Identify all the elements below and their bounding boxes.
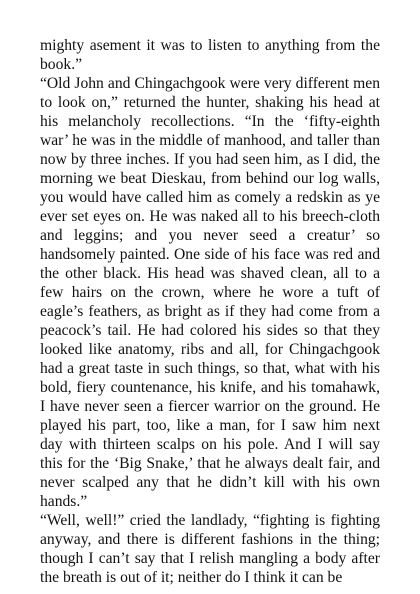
- paragraph-2: “Old John and Chingachgook were very different men to look on,” returned the hunter, shaking his head at his melancholy recollections. “In the ‘fifty-eighth war’ he was in the middle of manhood, and taller than now by three inches. If you had seen him, as I did, the morning we beat Dieskau, from behind our log walls, you would have called him as comely a redskin as ye ever set eyes on. He was naked all to his breech-cloth and leggins; and you never seed a creatur’ so handsomely painted. One side of his face was red and the other black. His head was shaved clean, all to a few hairs on the crown, where he wore a tuft of eagle’s feathers, as bright as if they had come from a peacock’s tail. He had colored his sides so that they looked like anatomy, ribs and all, for Chingachgook had a great taste in such things, so that, what with his bold, fiery countenance, his knife, and his tomahawk, I have never seen a fiercer warrior on the ground. He played his part, too, like a man, for I saw him next day with thirteen scalps on his pole. And I will say this for the ‘Big Snake,’ that he always dealt fair, and never scalped any that he didn’t kill with his own hands.”: [40, 75, 380, 510]
- paragraph-3: “Well, well!” cried the landlady, “fighting is fighting anyway, and there is different fashions in the thing; though I can’t say that I relish mangling a body after the breath is out of it; neither do I think it can be: [40, 512, 380, 586]
- paragraph-1: mighty asement it was to listen to anything from the book.”: [40, 37, 380, 73]
- book-page: [40, 36, 380, 587]
